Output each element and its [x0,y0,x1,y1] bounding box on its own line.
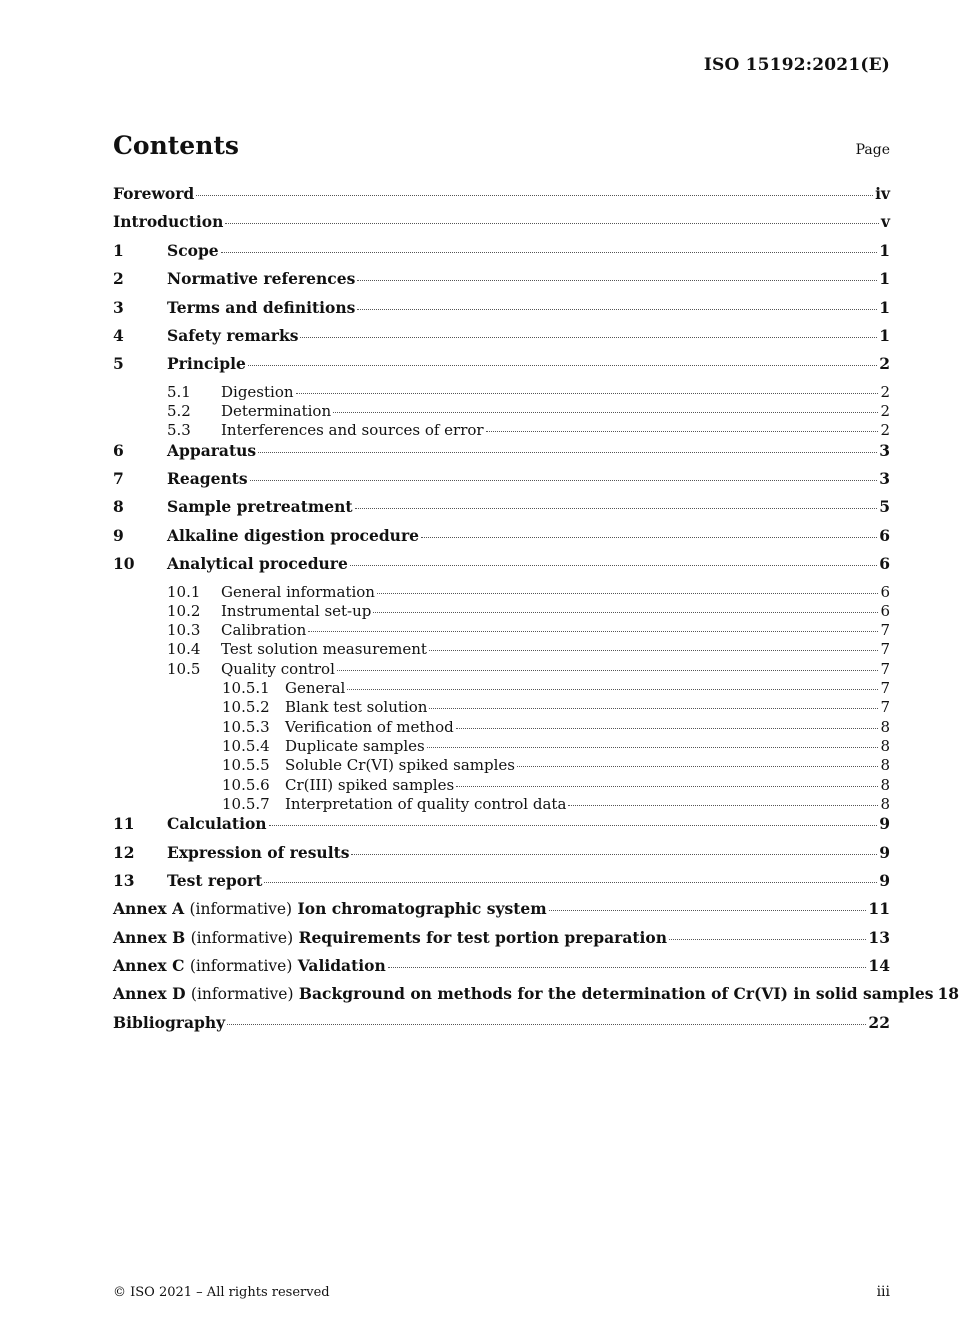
toc-entry-title: Calibration [221,621,307,640]
toc-entry-page: 18 [937,984,959,1004]
toc-entry[interactable] [113,640,890,659]
dot-leader [264,882,877,883]
dot-leader [669,939,866,940]
toc-entry[interactable] [113,269,890,297]
toc-entry-title: Reagents [167,469,248,489]
dot-leader [429,708,878,709]
toc-entry-number: 10.5.7 [222,794,270,813]
toc-entry-title: Test report [167,870,263,890]
dot-leader [269,825,878,826]
dot-leader [355,508,878,509]
toc-entry[interactable] [113,554,890,582]
dot-leader [337,670,879,671]
toc-entry-title: Interpretation of quality control data [285,794,567,813]
toc-entry[interactable] [113,737,890,756]
toc-entry[interactable] [113,421,890,440]
dot-leader [258,452,877,453]
toc-entry[interactable] [113,497,890,525]
toc-entry-number: 10.5.4 [222,736,270,755]
toc-entry-title [113,956,386,975]
dot-leader [248,365,877,366]
toc-entry-page: 7 [880,640,890,659]
toc-entry-number: 1 [113,240,124,260]
dot-leader [300,337,877,338]
toc-entry[interactable] [113,679,890,698]
toc-entry-page: 22 [868,1012,890,1032]
toc-entry[interactable] [113,718,890,737]
toc-entry[interactable] [113,928,890,956]
annex-title: Background on methods for the determination of Cr(VI) in solid samples [298,984,934,1004]
toc-entry-page: 6 [880,601,890,620]
toc-entry-title: Interferences and sources of error [221,421,484,440]
toc-entry-title [113,928,667,947]
dot-leader [377,593,878,594]
toc-entry-page: iv [875,184,890,203]
toc-entry-number: 11 [113,814,135,834]
contents-heading: Contents [113,131,240,160]
toc-entry[interactable] [113,241,890,269]
toc-entry-page: 11 [868,899,890,919]
toc-entry-title: Expression of results [167,842,350,862]
toc-entry-title: Bibliography [113,1012,226,1032]
toc-entry[interactable] [113,441,890,469]
toc-entry-page: 1 [879,297,890,317]
toc-entry-title: Sample pretreatment [167,497,353,517]
toc-entry-number: 10.5.5 [222,756,270,775]
toc-entry-number: 10.4 [167,640,201,659]
dot-leader [427,747,879,748]
toc-entry-number: 10.3 [167,621,201,640]
toc-entry-page: 7 [880,621,890,640]
toc-entry-page: 5 [879,497,890,517]
toc-entry-title: Calculation [167,814,267,834]
toc-entry-page: 9 [879,814,890,834]
toc-entry-number: 10.5.6 [222,775,270,794]
toc-entry-title: Test solution measurement [221,640,427,659]
annex-id: Annex A [113,899,185,919]
toc-entry[interactable] [113,776,890,795]
toc-entry-title: Determination [221,402,332,421]
toc-entry[interactable] [113,871,890,899]
toc-entry-page: 6 [880,582,890,601]
document-identifier: ISO 15192:2021(E) [703,55,890,75]
annex-title: Ion chromatographic system [297,899,547,919]
toc-entry-page: 8 [880,717,890,736]
annex-id: Annex C [113,956,185,976]
dot-leader [456,728,879,729]
toc-entry-page: 6 [879,525,890,545]
dot-leader [421,537,877,538]
toc-entry[interactable] [113,326,890,354]
page-number: iii [876,1284,890,1300]
annex-label: (informative) [190,985,294,1004]
dot-leader [308,631,878,632]
toc-entry-title: Terms and definitions [167,297,356,317]
dot-leader [388,967,867,968]
annex-label: (informative) [189,900,293,919]
toc-entry-page: 2 [880,402,890,421]
toc-entry-page: 3 [879,440,890,460]
toc-entry-title: Scope [167,240,219,260]
toc-entry[interactable] [113,621,890,640]
toc-entry-title: Blank test solution [285,698,428,717]
toc-entry-page: 7 [880,679,890,698]
dot-leader [373,612,878,613]
toc-entry[interactable] [113,526,890,554]
dot-leader [456,786,878,787]
toc-entry-title: Instrumental set-up [221,601,372,620]
copyright-notice: © ISO 2021 – All rights reserved [113,1285,330,1300]
annex-label: (informative) [190,928,294,947]
toc-entry-title: Quality control [221,659,335,678]
toc-entry-number: 5.1 [167,382,191,401]
toc-entry-page: v [880,212,890,232]
toc-entry[interactable] [113,354,890,382]
toc-entry-number: 13 [113,870,135,890]
annex-title: Requirements for test portion preparation [298,927,668,947]
toc-entry[interactable] [113,660,890,679]
toc-entry-page: 1 [879,240,890,260]
toc-entry-page: 7 [880,659,890,678]
toc-entry-title: General [285,679,346,698]
toc-entry-title: Apparatus [167,440,257,460]
toc-entry-number: 10.2 [167,601,201,620]
toc-entry[interactable] [113,1013,890,1041]
dot-leader [221,252,878,253]
toc-entry-page: 8 [880,756,890,775]
toc-entry-number: 4 [113,325,124,345]
toc-entry[interactable] [113,956,890,984]
toc-entry-page: 3 [879,469,890,489]
toc-entry[interactable] [113,899,890,927]
annex-title: Validation [297,956,386,976]
toc-entry-title: Analytical procedure [167,554,348,574]
toc-entry[interactable] [113,469,890,497]
toc-entry[interactable] [113,984,959,1012]
toc-entry-page: 1 [879,325,890,345]
annex-label: (informative) [189,957,293,976]
toc-entry[interactable] [113,298,890,326]
dot-leader [225,223,879,224]
annex-id: Annex D [113,984,186,1004]
toc-entry-title: General information [221,582,375,601]
toc-entry-title [113,984,934,1003]
toc-entry-title: Foreword [113,184,195,203]
toc-entry-number: 3 [113,297,124,317]
toc-entry-page: 2 [879,354,890,374]
toc-entry-page: 2 [880,382,890,401]
toc-entry[interactable] [113,583,890,602]
toc-entry-number: 9 [113,525,124,545]
toc-entry[interactable] [113,795,890,814]
dot-leader [517,766,878,767]
dot-leader [347,689,878,690]
toc-entry-number: 5.3 [167,421,191,440]
dot-leader [549,910,867,911]
toc-entry-page: 9 [879,842,890,862]
toc-entry-number: 10 [113,554,135,574]
toc-entry[interactable] [113,184,890,212]
dot-leader [351,854,877,855]
toc-entry-title: Duplicate samples [285,736,425,755]
toc-entry[interactable] [113,212,890,240]
toc-entry[interactable] [113,698,890,717]
toc-entry-page: 13 [868,927,890,947]
dot-leader [350,565,877,566]
toc-entry-title: Normative references [167,269,356,289]
toc-entry-page: 9 [879,870,890,890]
toc-entry[interactable] [113,756,890,775]
toc-entry-number: 10.1 [167,582,201,601]
toc-entry[interactable] [113,602,890,621]
toc-entry-title: Alkaline digestion procedure [167,525,419,545]
toc-entry-number: 10.5 [167,659,201,678]
toc-entry-title: Introduction [113,212,224,232]
toc-entry-title: Cr(III) spiked samples [285,775,455,794]
toc-entry-title [113,899,547,918]
toc-entry[interactable] [113,402,890,421]
toc-entry-page: 8 [880,736,890,755]
dot-leader [333,412,878,413]
annex-id: Annex B [113,927,186,947]
toc-entry-title: Safety remarks [167,325,299,345]
dot-leader [357,280,877,281]
toc-entry-number: 10.5.2 [222,698,270,717]
toc-entry-title: Principle [167,354,246,374]
toc-entry-number: 10.5.1 [222,679,270,698]
toc-entry-number: 5.2 [167,402,191,421]
toc-entry-page: 6 [879,554,890,574]
dot-leader [227,1024,866,1025]
toc-entry-number: 2 [113,269,124,289]
dot-leader [486,431,879,432]
toc-entry-page: 14 [868,956,890,976]
toc-entry-number: 5 [113,354,124,374]
toc-entry-page: 7 [880,698,890,717]
toc-entry[interactable] [113,383,890,402]
toc-entry-number: 6 [113,440,124,460]
table-of-contents [113,184,959,1041]
toc-entry-page: 8 [880,794,890,813]
toc-entry-page: 8 [880,775,890,794]
toc-entry[interactable] [113,814,890,842]
dot-leader [568,805,878,806]
toc-entry-title: Digestion [221,382,294,401]
toc-entry-title: Verification of method [285,717,454,736]
dot-leader [357,309,877,310]
toc-entry[interactable] [113,843,890,871]
dot-leader [429,650,879,651]
toc-entry-page: 1 [879,269,890,289]
toc-entry-number: 12 [113,842,135,862]
toc-entry-page: 2 [880,421,890,440]
toc-entry-number: 10.5.3 [222,717,270,736]
toc-entry-number: 8 [113,497,124,517]
toc-entry-title: Soluble Cr(VI) spiked samples [285,756,515,775]
dot-leader [296,393,879,394]
toc-entry-number: 7 [113,469,124,489]
dot-leader [196,195,873,196]
page-column-label: Page [855,142,890,158]
dot-leader [250,480,878,481]
